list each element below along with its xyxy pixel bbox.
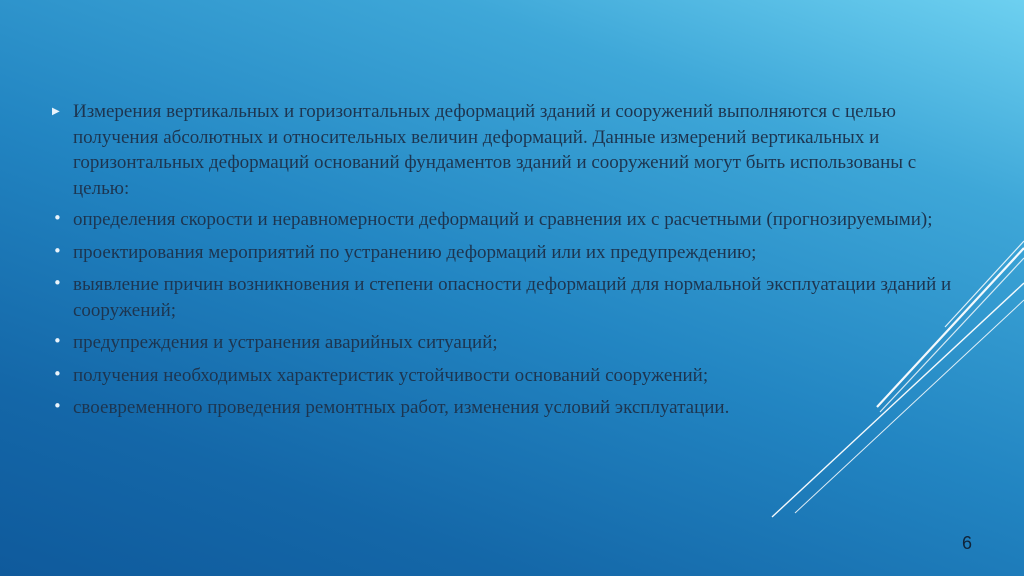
bullet-text: предупреждения и устранения аварийных ситуаций; [73, 332, 498, 353]
arrow-bullet-icon: ▶ [52, 106, 60, 117]
bullet-text: получения необходимых характеристик устойчивости оснований сооружений; [73, 364, 709, 386]
dot-bullet-icon: • [53, 364, 62, 383]
bullet-list [52, 99, 972, 428]
bullet-text: выявление причин возникновения и степени опасности деформаций для нормальной эксплуатации зданий и сооружений; [73, 274, 952, 321]
bullet-text: определения скорости и неравномерности деформаций и сравнения их с расчетными (прогнозируемыми); [73, 209, 933, 230]
dot-bullet-icon: • [53, 397, 62, 415]
list-item [52, 395, 972, 421]
dot-bullet-icon: • [53, 209, 62, 227]
list-item [52, 99, 972, 201]
bullet-text: своевременного проведения ремонтных работ, изменения условий эксплуатации. [73, 397, 730, 418]
list-item [52, 207, 972, 233]
dot-bullet-icon: • [53, 274, 62, 292]
dot-bullet-icon: • [53, 241, 62, 260]
bullet-text: Измерения вертикальных и горизонтальных деформаций зданий и сооружений выполняются с целью получения абсолютных и относительных величин деформаций. Данные измерений вертикальных и горизонтальных деформаций оснований фундаментов зданий и сооружений могут быть использованы с целью: [73, 101, 917, 199]
bullet-text: проектирования мероприятий по устранению деформаций или их предупреждению; [73, 241, 757, 263]
page-number: 6 [962, 533, 973, 553]
dot-bullet-icon: • [53, 332, 62, 350]
list-item [52, 363, 972, 389]
list-item [52, 330, 972, 356]
list-item [52, 272, 972, 323]
list-item [52, 240, 972, 266]
